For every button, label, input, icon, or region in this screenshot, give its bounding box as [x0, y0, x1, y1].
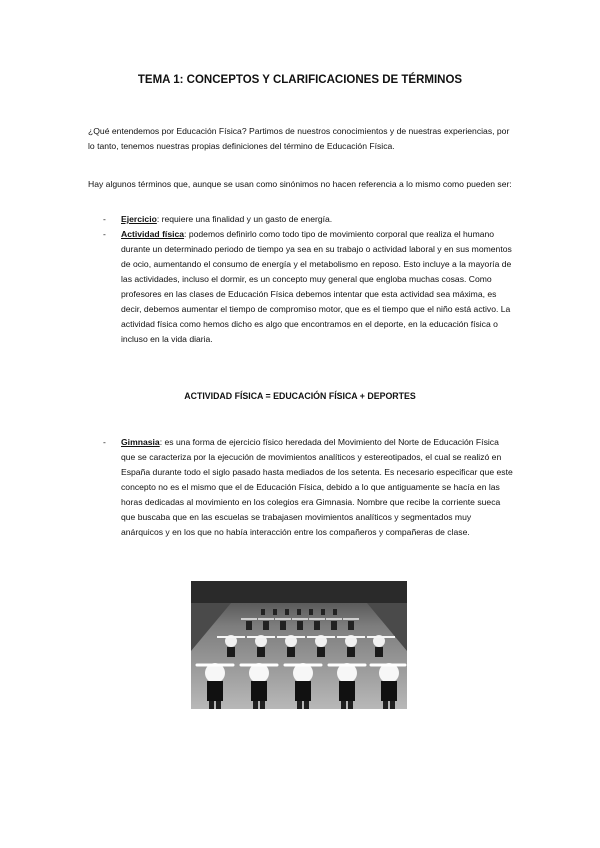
definition-ejercicio: : requiere una finalidad y un gasto de energía.	[156, 214, 333, 224]
definition-actividad-fisica: : podemos definirlo como todo tipo de movimiento corporal que realiza el humano durante un determinado periodo de tiempo ya sea en su trabajo o actividad laboral y en sus momentos de ocio, aumentando el consumo de energía y el metabolismo en reposo. Esto incluye a la mayoría de las actividades, incluso el dormir, es un concepto muy general que engloba muchas cosas. Como profesores en las clases de Educación Física debemos intentar que esta actividad sea máxima, es decir, debemos aumentar el tiempo de compromiso motor, que es el tiempo que el niño está activo. La actividad física como hemos dicho es algo que encontramos en el deporte, en la educación física o incluso en la vida diaria.	[121, 229, 512, 344]
list-bullet: -	[103, 229, 106, 239]
lead-paragraph: Hay algunos términos que, aunque se usan como sinónimos no hacen referencia a lo mismo como pueden ser:	[88, 179, 512, 189]
formula-heading: ACTIVIDAD FÍSICA = EDUCACIÓN FÍSICA + DEPORTES	[184, 391, 416, 401]
definition-gimnasia: : es una forma de ejercicio físico heredada del Movimiento del Norte de Educación Física que se caracteriza por la ejecución de movimientos analíticos y estereotipados, el cual se realizó en España durante todo el siglo pasado hasta mediados de los setenta. Es necesario especificar que este concepto no es el mismo que el de Educación Física, debido a lo que antiguamente se hacía en las horas dedicadas al movimiento en los colegios era Gimnasia. Nombre que recibe la corriente sueca que buscaba que en las escuelas se trabajasen movimientos analíticos y segmentados muy anárquicos y en los que no había interacción entre los compañeros y compañeras de clase.	[121, 437, 513, 537]
term-actividad-fisica: Actividad física	[121, 229, 185, 239]
gymnastics-photo	[191, 581, 407, 709]
list-item-ejercicio	[121, 212, 513, 227]
term-gimnasia: Gimnasia	[121, 437, 160, 447]
gymnastics-illustration	[191, 581, 407, 709]
term-ejercicio: Ejercicio	[121, 214, 157, 224]
page-title: TEMA 1: CONCEPTOS Y CLARIFICACIONES DE TÉRMINOS	[137, 74, 463, 86]
list-bullet: -	[103, 437, 106, 447]
intro-paragraph: ¿Qué entendemos por Educación Física? Partimos de nuestros conocimientos y de nuestras experiencias, por lo tanto, tenemos nuestras propias definiciones del término de Educación Física.	[88, 126, 510, 151]
list-item-gimnasia	[121, 435, 513, 540]
list-item-actividad-fisica	[121, 227, 513, 347]
list-bullet: -	[103, 214, 106, 224]
